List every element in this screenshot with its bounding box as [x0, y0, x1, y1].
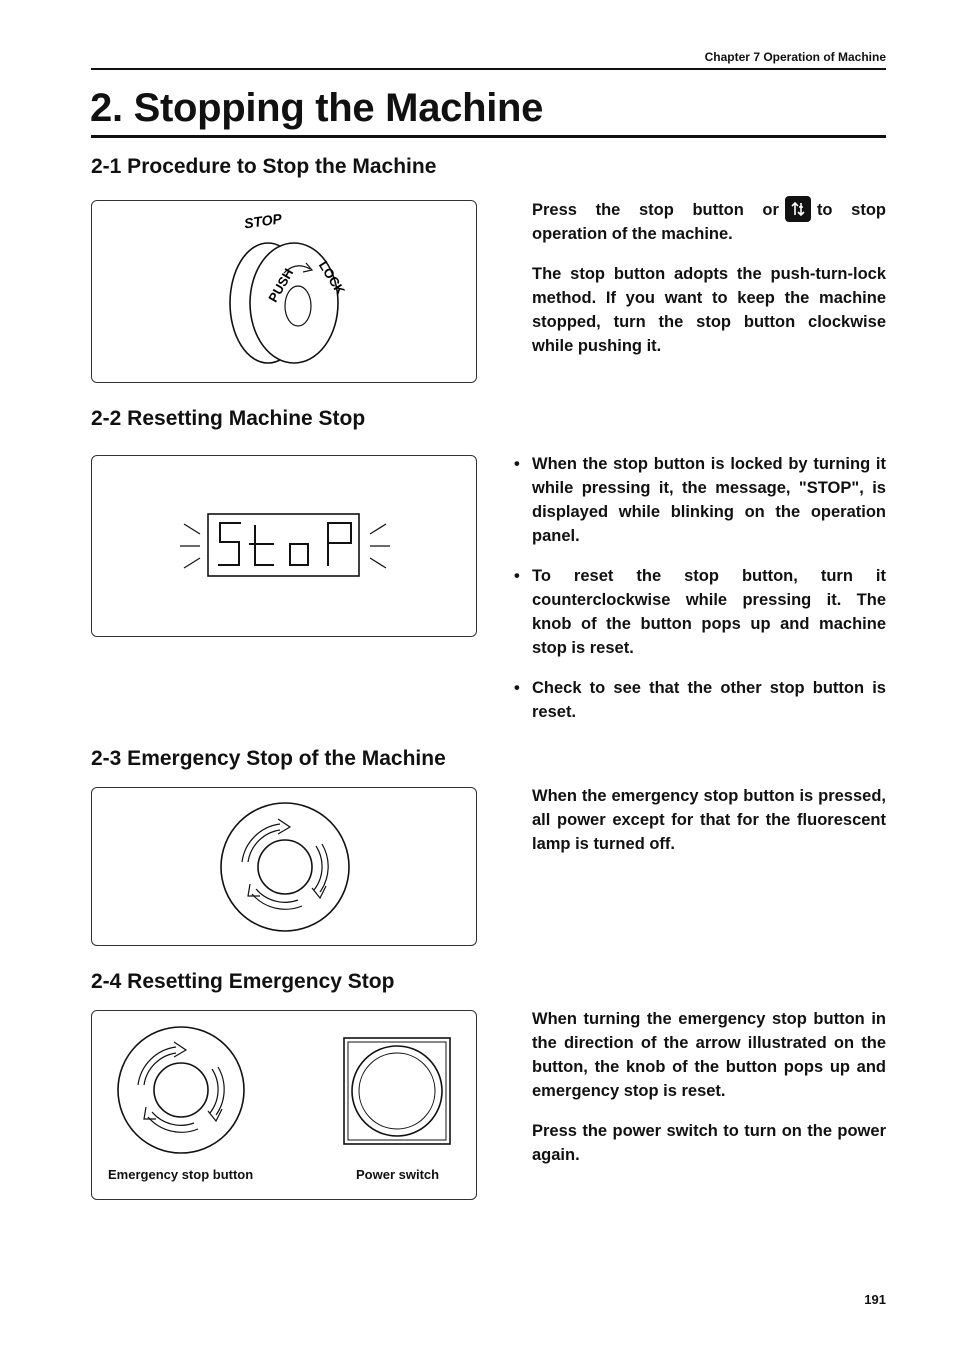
list-item — [514, 452, 886, 548]
stop-label: STOP — [243, 210, 283, 232]
push-turn-lock-description: The stop button adopts the push-turn-lock method. If you want to keep the machine stopped, turn the stop button clockwise while pushing it. — [532, 265, 886, 355]
reset-emergency-figure — [91, 1010, 477, 1200]
list-item-text: To reset the stop button, turn it counterclockwise while pressing it. The knob of the button pops up and machine stop is reset. — [532, 567, 886, 657]
stop-instruction — [532, 198, 886, 246]
section-heading-2-4: 2-4 Resetting Emergency Stop — [91, 970, 395, 993]
page-number: 191 — [864, 1292, 886, 1307]
power-switch-caption: Power switch — [356, 1167, 440, 1182]
push-turn-lock-button-icon — [92, 201, 478, 384]
blinking-stop-display-icon — [92, 456, 478, 638]
title-rule — [91, 135, 886, 138]
stop-display-figure — [91, 455, 477, 637]
section-heading-2-1: 2-1 Procedure to Stop the Machine — [91, 155, 437, 178]
list-item — [514, 676, 886, 724]
stop-instruction-after: to stop operation of the machine. — [532, 201, 886, 243]
header-rule — [91, 68, 886, 70]
reset-emergency-description: When turning the emergency stop button in the direction of the arrow illustrated on the button, the knob of the button pops up and emergency stop is reset. — [532, 1010, 886, 1100]
emergency-stop-button-icon — [118, 1027, 244, 1153]
section-heading-2-2: 2-2 Resetting Machine Stop — [91, 407, 366, 430]
chapter-header: Chapter 7 Operation of Machine — [704, 50, 886, 64]
stop-instruction-before: Press the stop button or — [532, 201, 779, 219]
emergency-stop-figure — [91, 787, 477, 946]
lock-label: LOCK — [315, 258, 349, 298]
emergency-stop-button-icon — [92, 788, 478, 947]
bullet-icon: • — [514, 679, 520, 697]
list-item — [514, 564, 886, 660]
power-switch-icon — [344, 1038, 450, 1144]
reset-stop-list — [514, 452, 886, 740]
bullet-icon: • — [514, 567, 520, 585]
power-on-instruction: Press the power switch to turn on the power again. — [532, 1122, 886, 1164]
stop-key-icon — [785, 196, 811, 222]
page-title: 2. Stopping the Machine — [90, 86, 544, 130]
push-label: PUSH — [265, 265, 297, 305]
bullet-icon: • — [514, 455, 520, 473]
list-item-text: Check to see that the other stop button is reset. — [532, 679, 886, 721]
emergency-stop-description: When the emergency stop button is pressed, all power except for that for the fluorescent lamp is turned off. — [532, 787, 886, 853]
list-item-text: When the stop button is locked by turning it while pressing it, the message, "STOP", is displayed while blinking on the operation panel. — [532, 455, 886, 545]
stop-button-figure — [91, 200, 477, 383]
section-heading-2-3: 2-3 Emergency Stop of the Machine — [91, 747, 446, 770]
emergency-stop-caption: Emergency stop button — [108, 1167, 254, 1182]
